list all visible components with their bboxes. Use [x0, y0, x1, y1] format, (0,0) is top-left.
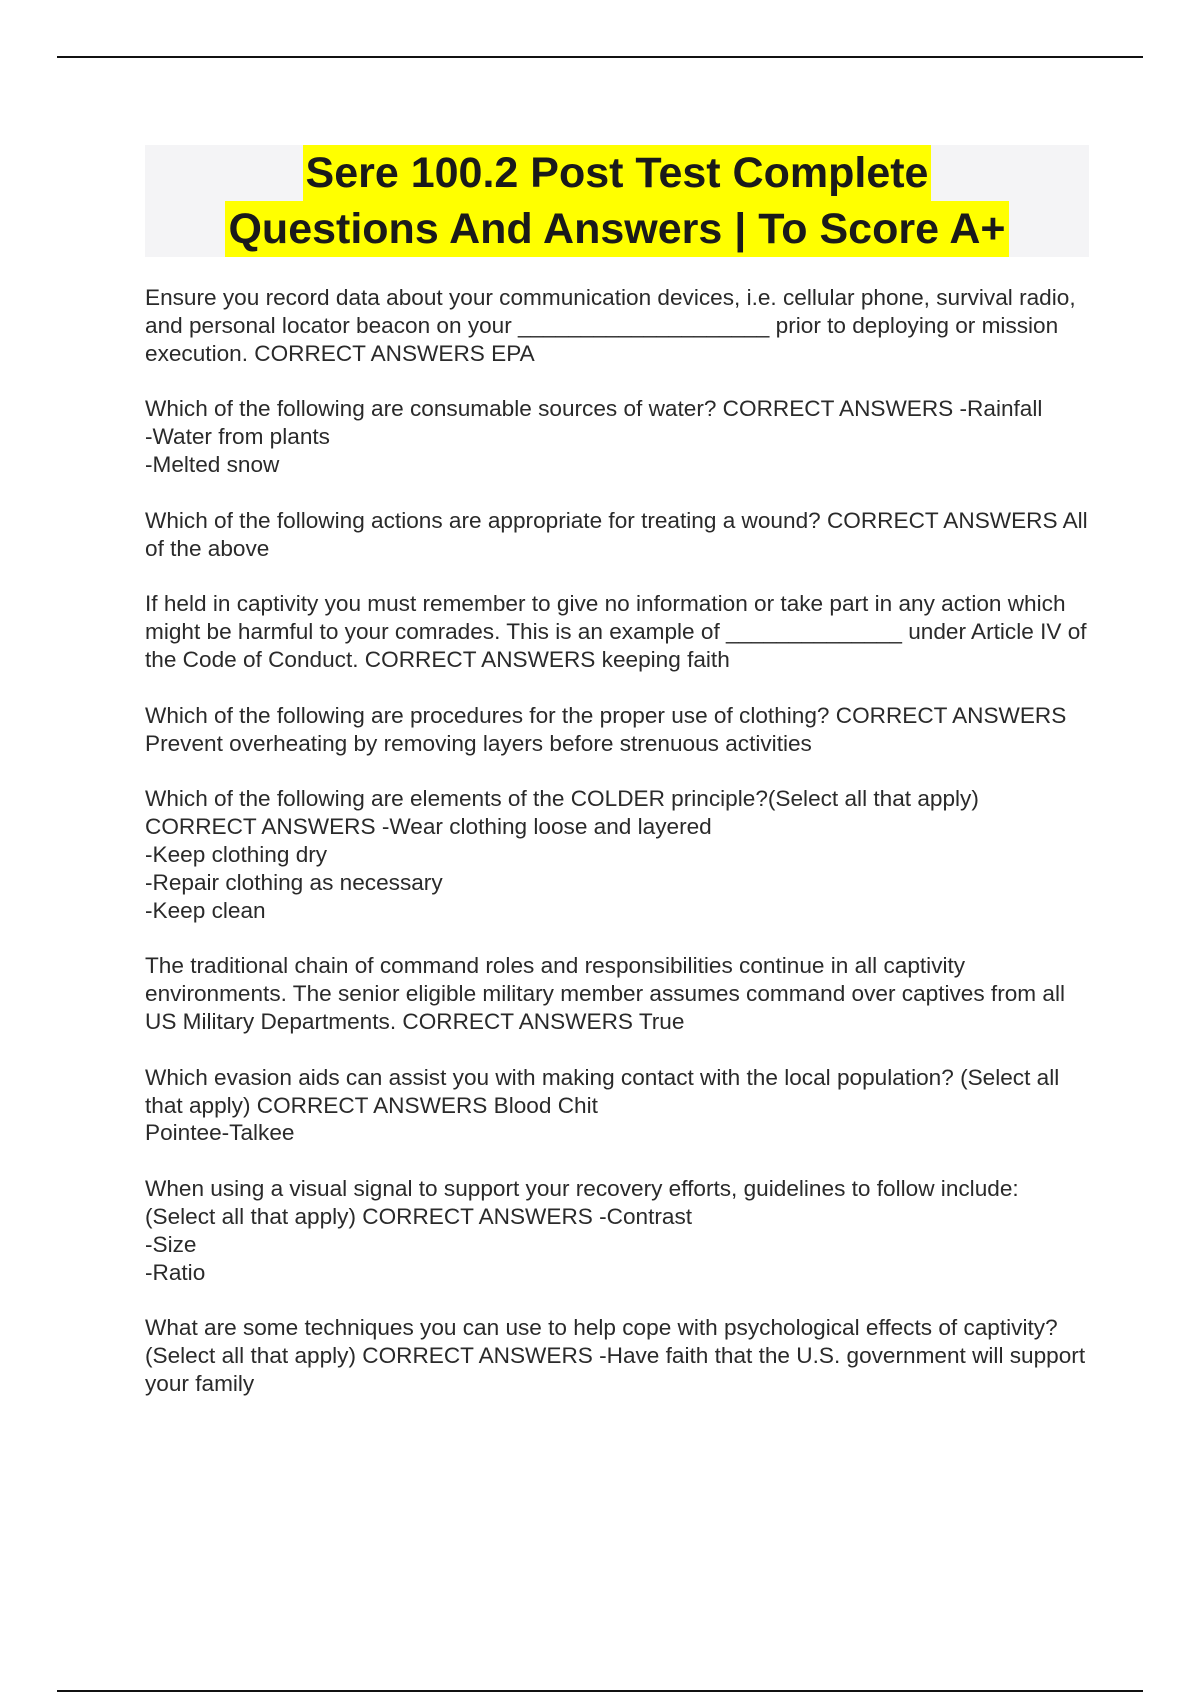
qa-item: Ensure you record data about your communication devices, i.e. cellular phone, survival radio, and personal locator beacon on your ____________________ prior to deploying or mission execution. CORRECT ANSWERS EPA	[145, 285, 1076, 366]
qa-item: When using a visual signal to support your recovery efforts, guidelines to follow include: (Select all that apply) CORRECT ANSWERS -Contrast -Size -Ratio	[145, 1176, 1019, 1285]
qa-item: Which of the following are consumable sources of water? CORRECT ANSWERS -Rainfall -Water from plants -Melted snow	[145, 396, 1043, 477]
qa-item: Which of the following are procedures for the proper use of clothing? CORRECT ANSWERS Prevent overheating by removing layers before strenuous activities	[145, 702, 1067, 756]
qa-item: If held in captivity you must remember to give no information or take part in any action which might be harmful to your comrades. This is an example of ______________ under Article IV of the Code of Conduct. CORRECT ANSWERS keeping faith	[145, 591, 1087, 672]
title-line-2: Questions And Answers | To Score A+	[225, 201, 1008, 257]
document-title	[145, 145, 1089, 257]
qa-item: Which of the following actions are appropriate for treating a wound? CORRECT ANSWERS All of the above	[145, 507, 1088, 561]
qa-item: The traditional chain of command roles and responsibilities continue in all captivity environments. The senior eligible military member assumes command over captives from all US Military Departments. CORRECT ANSWERS True	[145, 953, 1066, 1034]
qa-list	[145, 284, 1095, 1426]
qa-item: What are some techniques you can use to help cope with psychological effects of captivity? (Select all that apply) CORRECT ANSWERS -Have faith that the U.S. government will support your family	[145, 1315, 1086, 1396]
top-rule	[57, 56, 1143, 58]
qa-item: Which of the following are elements of the COLDER principle?(Select all that apply) CORRECT ANSWERS -Wear clothing loose and layered -Keep clothing dry -Repair clothing as necessary -Keep clean	[145, 786, 979, 923]
title-line-1: Sere 100.2 Post Test Complete	[303, 145, 932, 201]
qa-item: Which evasion aids can assist you with making contact with the local population? (Select all that apply) CORRECT ANSWERS Blood Chit Pointee-Talkee	[145, 1064, 1060, 1146]
bottom-rule	[57, 1690, 1143, 1692]
